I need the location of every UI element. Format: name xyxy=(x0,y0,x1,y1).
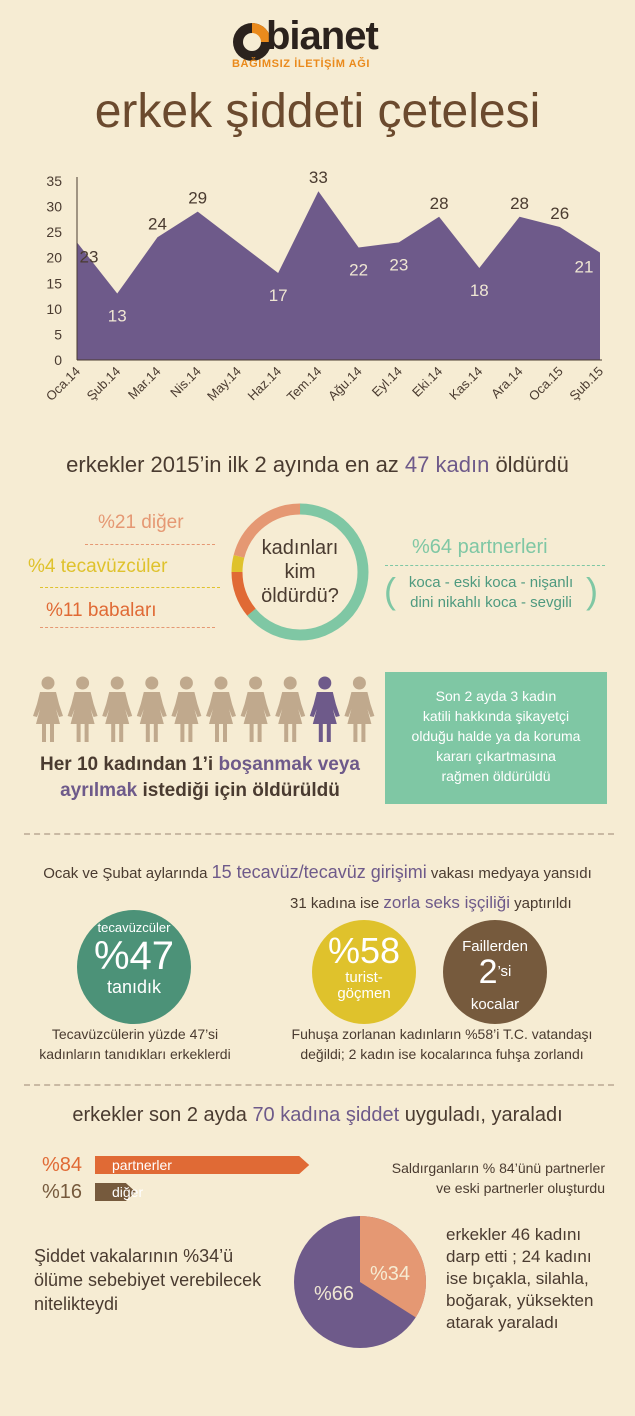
y-tick-label: 5 xyxy=(54,326,62,343)
woman-figure xyxy=(137,677,167,743)
y-tick-label: 15 xyxy=(46,275,62,292)
leader-diger xyxy=(85,544,215,545)
caption-acquaintance-line1: Tecavüzcülerin yüzde 47’si xyxy=(51,1026,219,1042)
woman-figure xyxy=(102,677,132,743)
woman-figure xyxy=(206,677,236,743)
data-label: 13 xyxy=(107,306,127,326)
section2-text xyxy=(20,752,380,804)
section3-line1-pre: Ocak ve Şubat aylarında xyxy=(43,865,212,882)
bracket-left-icon: ( xyxy=(384,570,396,611)
section4-heading xyxy=(0,1104,635,1127)
data-label: 26 xyxy=(550,204,570,224)
x-tick-label: Mar.14 xyxy=(124,363,164,403)
bar-note xyxy=(360,1158,605,1198)
x-tick-label: Eki.14 xyxy=(409,363,446,400)
data-label: 28 xyxy=(429,193,449,213)
pie-label-34: %34 xyxy=(369,1263,411,1285)
box-line3: olduğu halde ya da koruma xyxy=(411,728,581,744)
y-tick-label: 10 xyxy=(46,300,62,317)
y-tick-label: 30 xyxy=(46,198,62,215)
x-tick-label: Nis.14 xyxy=(167,363,204,401)
acquaintance-circle xyxy=(77,910,191,1024)
y-tick-label: 35 xyxy=(46,173,62,189)
data-label: 24 xyxy=(148,214,167,234)
bar-partnerler-label: partnerler xyxy=(112,1157,172,1173)
section4-heading-post: uyguladı, yaraladı xyxy=(399,1104,563,1126)
y-tick-label: 0 xyxy=(54,352,62,368)
section3-line1-post: vakası medyaya yansıdı xyxy=(426,865,592,882)
acquaintance-value: %47 xyxy=(93,934,175,978)
woman-figure xyxy=(68,677,98,743)
women-figures xyxy=(30,676,380,746)
x-tick-label: Ağu.14 xyxy=(324,363,365,404)
data-label: 29 xyxy=(188,188,208,208)
husband-suffix: ’si xyxy=(497,963,512,980)
pie-label-66: %66 xyxy=(313,1283,355,1305)
husband-value: 2 xyxy=(478,953,498,991)
partner-detail xyxy=(384,570,598,613)
section4-heading-pre: erkekler son 2 ayda xyxy=(72,1104,253,1126)
bar-diger-pct: %16 xyxy=(42,1181,83,1203)
caption-acquaintance xyxy=(20,1024,250,1064)
husband-top: Faillerden xyxy=(462,938,528,955)
box-line2: katili hakkında şikayetçi xyxy=(422,708,570,724)
woman-figure-highlighted xyxy=(310,677,340,743)
injury-line2: darp etti ; 24 kadını xyxy=(446,1247,592,1266)
x-tick-label: Tem.14 xyxy=(283,363,325,405)
section2-text-pre: Her 10 kadından 1’i xyxy=(40,754,219,775)
injury-line1: erkekler 46 kadını xyxy=(446,1225,582,1244)
data-label: 17 xyxy=(268,286,288,306)
pie-text-line3: nitelikteydi xyxy=(34,1294,119,1314)
bar-note-line1: Saldırganların % 84’ünü partnerler xyxy=(391,1160,605,1176)
y-tick-label: 20 xyxy=(46,249,62,266)
tourist-circle xyxy=(312,920,416,1024)
logo-name: bianet xyxy=(266,14,378,58)
leader-tecavuzculer xyxy=(40,587,220,588)
divider-1 xyxy=(24,833,614,835)
area-chart xyxy=(0,160,635,450)
protection-box xyxy=(385,672,607,804)
section1-heading-pre: erkekler 2015’in ilk 2 ayında en az xyxy=(66,452,405,477)
data-label: 22 xyxy=(349,260,369,280)
section1-heading xyxy=(0,452,635,478)
bar-diger-label: diğer xyxy=(112,1184,144,1200)
data-label: 23 xyxy=(389,255,409,275)
logo-tagline: BAĞIMSIZ İLETİŞİM AĞI xyxy=(232,58,371,70)
pie-text xyxy=(34,1244,261,1316)
pie-text-line1: Şiddet vakalarının %34’ü xyxy=(34,1246,234,1266)
injury-text xyxy=(446,1224,593,1334)
box-line5: rağmen öldürüldü xyxy=(441,768,551,784)
logo xyxy=(230,14,410,74)
bar-partnerler-pct: %84 xyxy=(42,1154,83,1176)
section3-line1-hl: 15 tecavüz/tecavüz girişimi xyxy=(211,862,427,882)
label-diger: %21 diğer xyxy=(98,512,184,533)
tourist-line1: turist- xyxy=(345,969,383,986)
section2-text-post: istediği için öldürüldü xyxy=(137,780,340,801)
partner-detail-line2: dini nikahlı koca - sevgili xyxy=(410,594,572,611)
section1-heading-post: öldürdü xyxy=(489,452,569,477)
tourist-line2: göçmen xyxy=(337,985,391,1002)
section3-line2-post: yaptırıldı xyxy=(510,895,572,912)
tourist-value: %58 xyxy=(327,930,401,971)
x-tick-label: Oca.15 xyxy=(525,363,566,404)
injury-line3: ise bıçakla, silahla, xyxy=(446,1269,589,1288)
section3-line2-hl: zorla seks işçiliği xyxy=(383,893,510,912)
woman-figure xyxy=(33,677,63,743)
injury-line4: boğarak, yüksekten xyxy=(446,1291,594,1310)
lethal-pie-chart xyxy=(290,1212,430,1352)
donut-center-label xyxy=(230,536,370,608)
injury-line5: atarak yaraladı xyxy=(446,1313,559,1332)
box-line1: Son 2 ayda 3 kadın xyxy=(435,688,557,704)
x-tick-label: Haz.14 xyxy=(244,363,285,404)
caption-acquaintance-line2: kadınların tanıdıkları erkeklerdi xyxy=(39,1046,231,1062)
donut-center-line1: kadınları xyxy=(261,537,339,559)
section2-text-hl1: boşanmak veya xyxy=(218,754,360,775)
bracket-right-icon: ) xyxy=(586,570,598,611)
woman-figure xyxy=(344,677,374,743)
data-label: 23 xyxy=(79,247,99,267)
acquaintance-top: tecavüzcüler xyxy=(97,920,171,935)
section3-line1 xyxy=(0,862,635,883)
divider-2 xyxy=(24,1084,614,1086)
label-partnerleri: %64 partnerleri xyxy=(412,536,548,558)
section1-heading-highlight: 47 kadın xyxy=(404,452,490,477)
x-tick-label: Eyl.14 xyxy=(368,363,405,400)
woman-figure xyxy=(275,677,305,743)
woman-figure xyxy=(171,677,201,743)
label-tecavuzculer: %4 tecavüzcüler xyxy=(28,556,168,577)
x-tick-label: Oca.14 xyxy=(42,363,84,404)
box-line4: kararı çıkartmasına xyxy=(436,748,556,764)
x-tick-label: May.14 xyxy=(203,363,245,404)
leader-partnerleri xyxy=(385,565,605,566)
section3-line2-pre: 31 kadına ise xyxy=(290,895,384,912)
data-label: 33 xyxy=(308,168,328,188)
acquaintance-bottom: tanıdık xyxy=(106,977,162,997)
section3-line2 xyxy=(290,893,572,913)
bar-note-line2: ve eski partnerler oluşturdu xyxy=(436,1180,605,1196)
husband-value-row xyxy=(443,955,547,996)
husband-circle xyxy=(443,920,547,1024)
leader-babalari xyxy=(40,627,215,628)
pie-text-line2: ölüme sebebiyet verebilecek xyxy=(34,1270,262,1290)
page-title: erkek şiddeti çetelesi xyxy=(94,85,541,138)
caption-forced-line1: Fuhuşa zorlanan kadınların %58’i T.C. vatandaşı xyxy=(291,1026,593,1042)
caption-forced xyxy=(262,1024,622,1064)
husband-bottom: kocalar xyxy=(470,996,520,1013)
partner-detail-line1: koca - eski koca - nişanlı xyxy=(408,574,574,591)
section4-heading-hl: 70 kadına şiddet xyxy=(252,1104,400,1126)
label-babalari: %11 babaları xyxy=(46,600,157,621)
y-tick-label: 25 xyxy=(46,224,62,241)
data-label: 28 xyxy=(510,193,529,213)
data-label: 18 xyxy=(469,280,489,300)
section2-text-hl2: ayrılmak xyxy=(60,780,138,801)
x-tick-label: Kas.14 xyxy=(446,363,486,403)
caption-forced-line2: değildi; 2 kadın ise kocalarınca fuhşa zorlandı xyxy=(300,1046,584,1062)
x-tick-label: Şub.14 xyxy=(83,363,124,404)
donut-center-line2: kim xyxy=(284,561,316,583)
x-tick-label: Şub.15 xyxy=(566,363,607,404)
data-label: 21 xyxy=(574,257,594,277)
donut-center-line3: öldürdü? xyxy=(261,585,339,607)
x-tick-label: Ara.14 xyxy=(487,363,526,402)
woman-figure xyxy=(241,677,271,743)
